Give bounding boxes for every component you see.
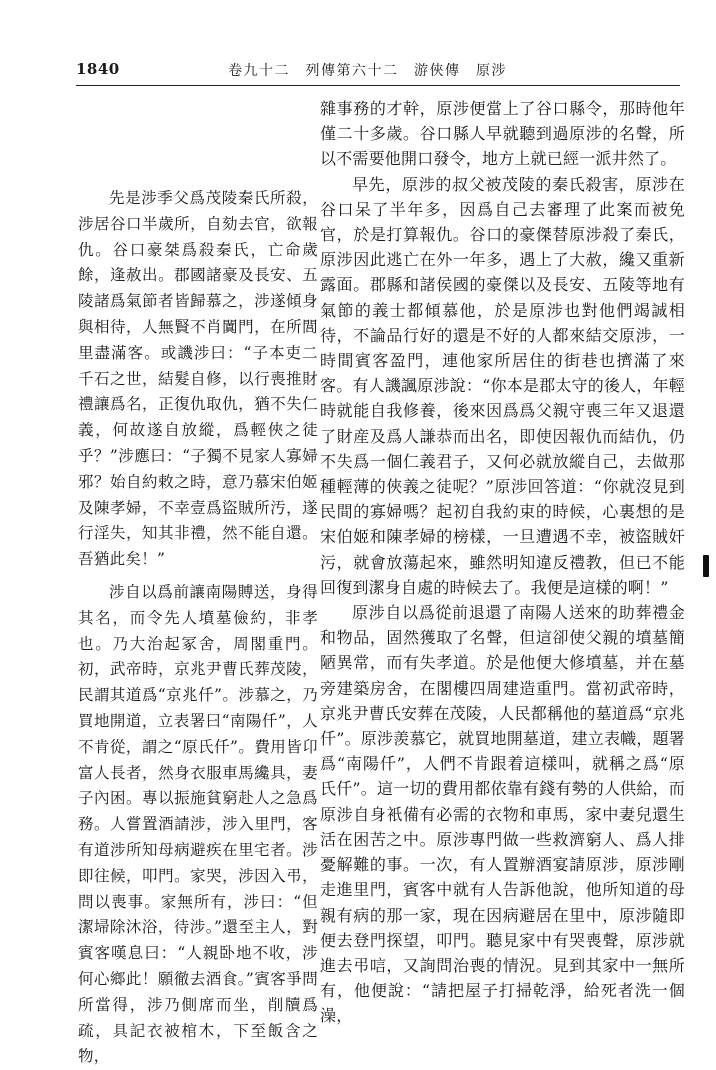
running-head: 卷九十二 列傳第六十二 游俠傳 原涉 (228, 63, 507, 79)
translation-paragraph: 雜事務的才幹，原涉便當上了谷口縣令，那時他年僅二十多歲。谷口縣人早就聽到過原涉的名聲，所以不需要他開口發令，地方上就已經一派井然了。 (320, 99, 685, 169)
header-rule (76, 85, 680, 86)
original-paragraph: 涉自以爲前讓南陽賻送，身得其名，而令先人墳墓儉約，非孝也。乃大治起冢舍，周閣重門。初，武帝時，京兆尹曹氏葬茂陵，民謂其道爲“京兆仟”。涉慕之，乃買地開道，立表署曰“南陽仟”，人不肯從，謂之“原氏仟”。費用皆卬富人長者，然身衣服車馬纔具，妻子內困。專以振施貧窮赴人之急爲務。人嘗置酒請涉，涉入里門，客有道涉所知母病避疾在里宅者。涉即往候，叩門。家哭，涉因入弔，問以喪事。家無所有，涉曰：“但潔埽除沐浴，待涉。”還至主人，對賓客嘆息曰：“人親卧地不收，涉何心鄉此！願徹去酒食。”賓客爭問所當得，涉乃側席而坐，削牘爲疏，具記衣被棺木，下至飯含之物， (78, 583, 318, 1066)
translation-paragraph: 早先，原涉的叔父被茂陵的秦氏殺害，原涉在谷口呆了半年多，因爲自己去審理了此案而被免官，於是打算報仇。谷口的豪傑替原涉殺了秦氏，原涉因此逃亡在外一年多，遇上了大赦，纔又重新露面。郡縣和諸侯國的豪傑以及長安、五陵等地有氣節的義士都傾慕他，於是原涉也對他們竭誠相待，不論品行好的還是不好的人都來結交原涉，一時間賓客盈門，連他家所居住的街巷也擠滿了來客。有人譏諷原涉說：“你本是郡太守的後人，年輕時就能自我修養，後來因爲爲父親守喪三年又退還了財産及爲人謙恭而出名，即使因報仇而結仇，仍不失爲一個仁義君子，又何必就放縱自己，去做那種輕薄的俠義之徒呢？”原涉回答道：“你就沒見到民間的寡婦嗎？起初自我約束的時候，心裏想的是宋伯姬和陳孝婦的榜樣，一旦遭遇不幸，被盜賊奸污，就會放蕩起來，雖然明知違反禮教，但已不能回復到潔身自處的時候去了。我便是這樣的啊！” (320, 174, 685, 597)
original-text-block-2 (78, 580, 318, 1070)
original-paragraph: 先是涉季父爲茂陵秦氏所殺，涉居谷口半歲所，自劾去官，欲報仇。谷口豪桀爲殺秦氏，亡命歲餘，逢赦出。郡國諸豪及長安、五陵諸爲氣節者皆歸慕之，涉遂傾身與相待，人無賢不肖闐門，在所閭里盡滿客。或譏涉曰：“子本吏二千石之世，結髮自修，以行喪推財禮讓爲名，正復仇取仇，猶不失仁義，何故遂自放縱，爲輕俠之徒乎？”涉應曰：“子獨不見家人寡婦邪？始自約敕之時，意乃慕宋伯姬及陳孝婦，不幸壹爲盜賊所汚，遂行淫失，知其非禮，然不能自還。吾猶此矣！” (78, 189, 318, 569)
translation-paragraph: 原涉自以爲從前退還了南陽人送來的助葬禮金和物品，固然獲取了名聲，但這卻使父親的墳墓簡陋異常，而有失孝道。於是他便大修墳墓，并在墓旁建築房舍，在閣樓四周建造重門。當初武帝時，京兆尹曹氏安葬在茂陵，人民都稱他的墓道爲“京兆仟”。原涉羨慕它，就買地開墓道，建立表幟，題署爲“南陽仟”，人們不肯跟着這樣叫，就稱之爲“原氏仟”。這一切的費用都依靠有錢有勢的人供給，而原涉自身衹備有必需的衣物和車馬，家中妻兒還生活在困苦之中。原涉專門做一些救濟窮人、爲人排憂解難的事。一次，有人置辦酒宴請原涉，原涉剛走進里門，賓客中就有人告訴他說，他所知道的母親有病的那一家，現在因病避居在里中，原涉隨即便去登門探望，叩門。聽見家中有哭喪聲，原涉就進去弔唁，又詢問治喪的情況。見到其家中一無所有，他便說：“請把屋子打掃乾淨，給死者洗一個澡， (320, 603, 685, 1026)
original-text-block-1 (78, 186, 318, 573)
margin-scan-mark (703, 555, 709, 577)
translation-column (320, 96, 685, 1029)
page-number: 1840 (76, 60, 120, 78)
